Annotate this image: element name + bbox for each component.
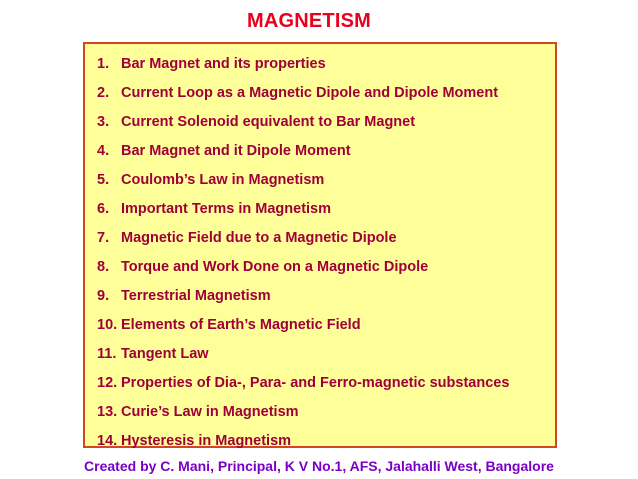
topic-number: 14. — [97, 433, 118, 449]
topic-number: 3. — [97, 114, 110, 130]
list-item — [85, 79, 555, 108]
topics-box — [83, 42, 557, 448]
list-item — [85, 137, 555, 166]
list-item — [85, 340, 555, 369]
topic-text: Current Solenoid equivalent to Bar Magnet — [121, 114, 416, 130]
list-item — [85, 369, 555, 398]
slide-title: MAGNETISM — [246, 10, 372, 32]
list-item — [85, 50, 555, 79]
topic-text: Tangent Law — [121, 346, 209, 362]
topic-number: 5. — [97, 172, 110, 188]
list-item — [85, 427, 555, 456]
topic-text: Torque and Work Done on a Magnetic Dipole — [121, 259, 429, 275]
topic-text: Current Loop as a Magnetic Dipole and Dipole Moment — [121, 85, 499, 101]
topic-text: Terrestrial Magnetism — [121, 288, 271, 304]
topic-number: 1. — [97, 56, 110, 72]
topic-number: 6. — [97, 201, 110, 217]
topic-number: 10. — [97, 317, 118, 333]
topic-text: Properties of Dia-, Para- and Ferro-magnetic substances — [121, 375, 510, 391]
topic-number: 9. — [97, 288, 110, 304]
list-item — [85, 253, 555, 282]
topic-text: Important Terms in Magnetism — [121, 201, 332, 217]
topic-number: 8. — [97, 259, 110, 275]
topic-number: 12. — [97, 375, 118, 391]
topic-text: Coulomb’s Law in Magnetism — [121, 172, 325, 188]
topic-list — [85, 50, 555, 456]
topic-text: Bar Magnet and its properties — [121, 56, 326, 72]
topic-number: 4. — [97, 143, 110, 159]
list-item — [85, 311, 555, 340]
list-item — [85, 166, 555, 195]
list-item — [85, 224, 555, 253]
author-credit: Created by C. Mani, Principal, K V No.1, AFS, Jalahalli West, Bangalore — [84, 458, 554, 474]
topic-number: 7. — [97, 230, 110, 246]
topic-text: Magnetic Field due to a Magnetic Dipole — [121, 230, 397, 246]
topic-number: 2. — [97, 85, 110, 101]
topic-text: Bar Magnet and it Dipole Moment — [121, 143, 351, 159]
list-item — [85, 195, 555, 224]
list-item — [85, 108, 555, 137]
topic-number: 13. — [97, 404, 118, 420]
topic-text: Elements of Earth’s Magnetic Field — [121, 317, 361, 333]
topic-number: 11. — [97, 346, 117, 362]
list-item — [85, 282, 555, 311]
list-item — [85, 398, 555, 427]
topic-text: Curie’s Law in Magnetism — [121, 404, 299, 420]
topic-text: Hysteresis in Magnetism — [121, 433, 292, 449]
